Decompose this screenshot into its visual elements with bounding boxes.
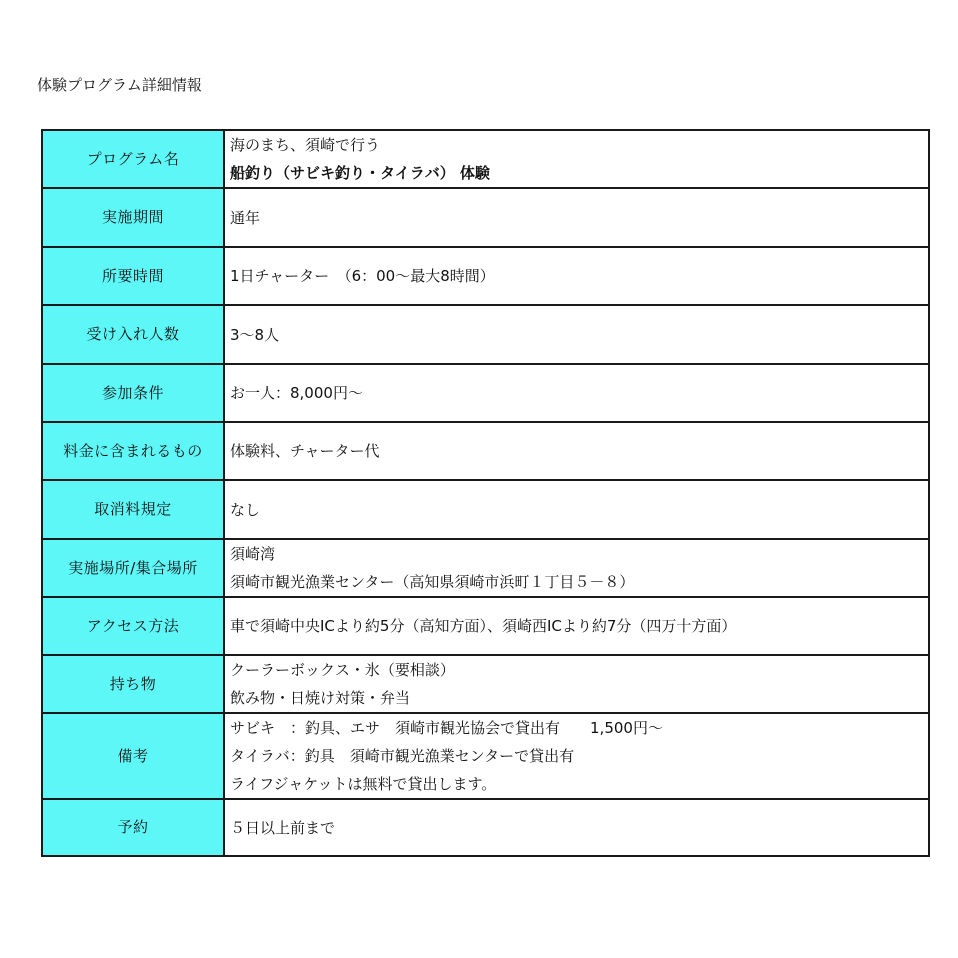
row-label-duration: 所要時間	[42, 247, 224, 305]
notes-line-2: タイラバ：釣具 須崎市観光漁業センターで貸出有	[230, 747, 575, 765]
table-row-location	[42, 539, 929, 597]
row-label-included: 料金に含まれるもの	[42, 422, 224, 480]
row-value-program-name	[224, 130, 929, 188]
location-line-2: 須崎市観光漁業センター（高知県須崎市浜町１丁目５－８）	[230, 573, 635, 591]
table-row-conditions	[42, 364, 929, 422]
row-value-period	[224, 188, 929, 247]
row-label-capacity: 受け入れ人数	[42, 305, 224, 364]
table-row-duration	[42, 247, 929, 305]
reservation-line-1: ５日以上前まで	[230, 818, 336, 837]
table-row-access	[42, 597, 929, 655]
row-value-included	[224, 422, 929, 480]
table-row-notes	[42, 713, 929, 799]
row-value-reservation	[224, 799, 929, 856]
row-value-location	[224, 539, 929, 597]
row-value-notes	[224, 713, 929, 799]
notes-line-1: サビキ ：釣具、エサ 須崎市観光協会で貸出有 1,500円〜	[230, 719, 663, 737]
table-row-capacity	[42, 305, 929, 364]
row-label-access: アクセス方法	[42, 597, 224, 655]
table-row-period	[42, 188, 929, 247]
period-line-1: 通年	[230, 208, 261, 227]
row-label-belongings: 持ち物	[42, 655, 224, 713]
belongings-line-1: クーラーボックス・氷（要相談）	[230, 661, 455, 679]
conditions-line-1: お一人：8,000円〜	[230, 384, 363, 402]
program-name-line-1: 海のまち、須崎で行う	[230, 136, 381, 154]
table-row-reservation	[42, 799, 929, 856]
row-label-period: 実施期間	[42, 188, 224, 247]
included-line-1: 体験料、チャーター代	[230, 442, 380, 460]
program-name-line-2: 船釣り（サビキ釣り・タイラバ） 体験	[230, 164, 490, 182]
row-value-access	[224, 597, 929, 655]
row-value-belongings	[224, 655, 929, 713]
row-label-notes: 備考	[42, 713, 224, 799]
row-label-program-name: プログラム名	[42, 130, 224, 188]
table-row-cancellation	[42, 480, 929, 539]
row-value-duration	[224, 247, 929, 305]
page-title: 体験プログラム詳細情報	[37, 76, 202, 94]
capacity-line-1: 3〜8人	[230, 325, 280, 344]
program-details-table	[41, 129, 930, 857]
row-label-cancellation: 取消料規定	[42, 480, 224, 539]
duration-line-1: 1日チャーター （6：00〜最大8時間）	[230, 267, 495, 285]
access-line-1: 車で須崎中央ICより約5分（高知方面）、須崎西ICより約7分（四万十方面）	[230, 617, 737, 635]
table-row-included	[42, 422, 929, 480]
notes-line-3: ライフジャケットは無料で貸出します。	[230, 775, 497, 793]
row-label-reservation: 予約	[42, 799, 224, 856]
row-value-cancellation	[224, 480, 929, 539]
row-label-conditions: 参加条件	[42, 364, 224, 422]
table-row-program-name	[42, 130, 929, 188]
location-line-1: 須崎湾	[230, 545, 276, 563]
belongings-line-2: 飲み物・日焼け対策・弁当	[230, 689, 411, 707]
cancellation-line-1: なし	[230, 500, 261, 519]
row-value-conditions	[224, 364, 929, 422]
row-label-location: 実施場所/集合場所	[42, 539, 224, 597]
table-row-belongings	[42, 655, 929, 713]
row-value-capacity	[224, 305, 929, 364]
